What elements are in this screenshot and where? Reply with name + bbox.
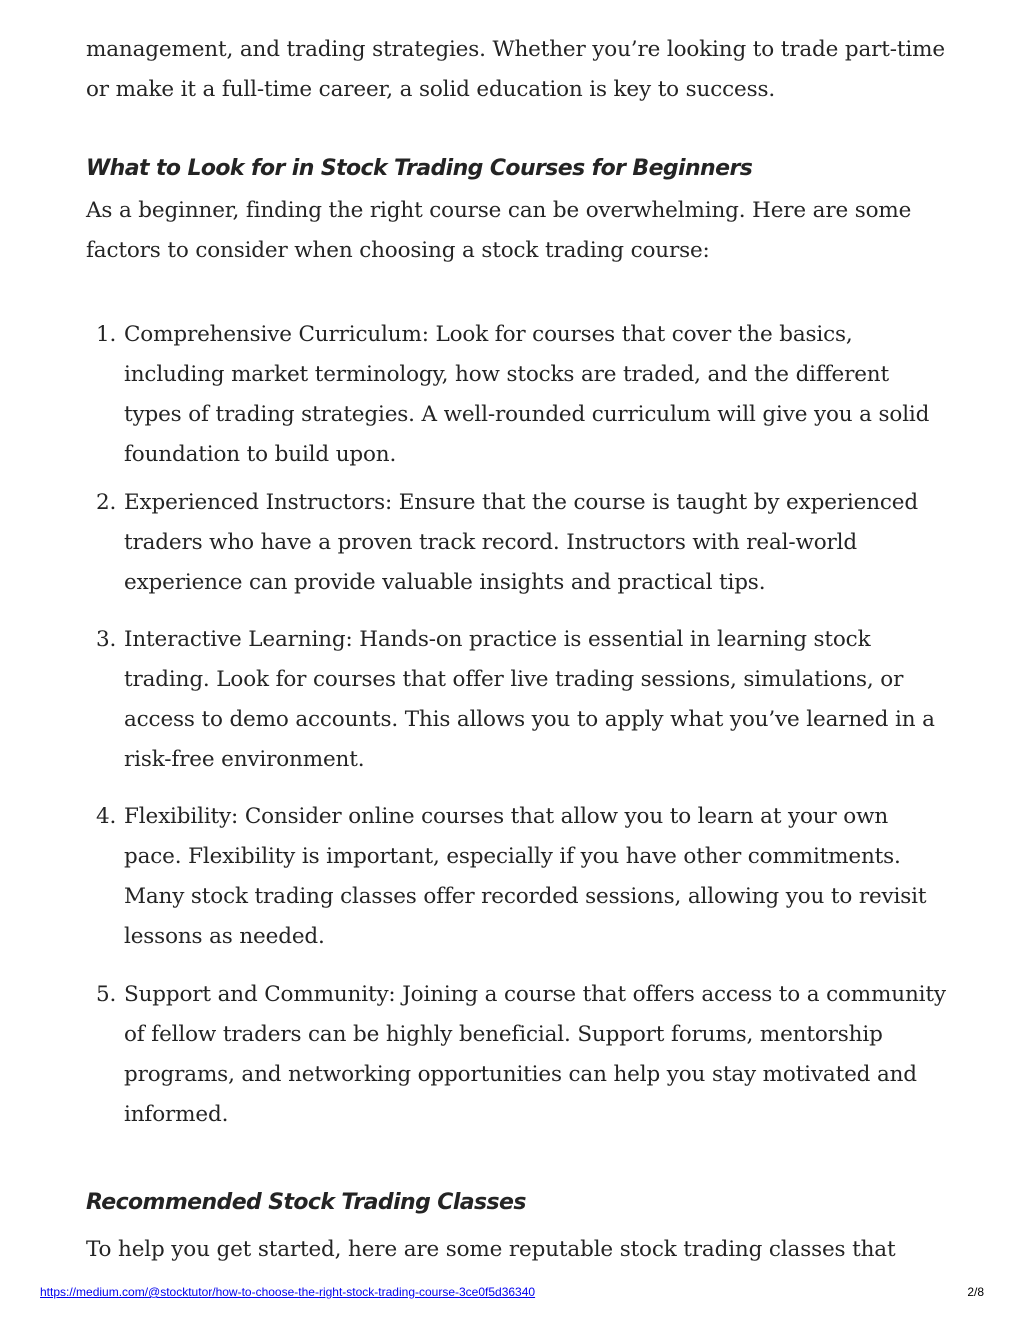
list-item <box>86 483 946 603</box>
page-number: 2/8 <box>967 1285 984 1299</box>
list-item <box>86 797 946 957</box>
section-heading-what-to-look-for: What to Look for in Stock Trading Courses for Beginners <box>86 156 753 181</box>
list-item-text: Interactive Learning: Hands-on practice is essential in learning stock trading. Look for courses that offer live trading sessions, simulations, or access to demo accounts. This allows you to apply what you’ve learned in a risk-free environment. <box>124 627 935 772</box>
list-item-text: Comprehensive Curriculum: Look for courses that cover the basics, including market terminology, how stocks are traded, and the different types of trading strategies. A well-rounded curriculum will give you a solid foundation to build upon. <box>124 322 930 467</box>
list-number: 3. <box>96 627 117 652</box>
intro-paragraph: management, and trading strategies. Whether you’re looking to trade part-time or make it a full-time career, a solid education is key to success. <box>86 37 945 102</box>
list-number: 2. <box>96 490 117 515</box>
section-heading-recommended-classes: Recommended Stock Trading Classes <box>86 1190 526 1215</box>
list-item-text: Flexibility: Consider online courses that allow you to learn at your own pace. Flexibility is important, especially if you have other commitments. Many stock trading classes offer recorded sessions, allowing you to revisit lessons as needed. <box>124 804 927 949</box>
list-number: 1. <box>96 322 117 347</box>
footer-source-link[interactable]: https://medium.com/@stocktutor/how-to-choose-the-right-stock-trading-course-3ce0f5d36340 <box>40 1285 536 1299</box>
list-item <box>86 620 946 780</box>
list-item <box>86 315 946 475</box>
list-number: 4. <box>96 804 117 829</box>
list-item <box>86 975 946 1135</box>
list-item-text: Experienced Instructors: Ensure that the course is taught by experienced traders who have a proven track record. Instructors with real-world experience can provide valuable insights and practical tips. <box>124 490 918 595</box>
list-item-text: Support and Community: Joining a course that offers access to a community of fellow traders can be highly beneficial. Support forums, mentorship programs, and networking opportunities can help you stay motivated and informed. <box>124 982 946 1127</box>
section-intro-paragraph: As a beginner, finding the right course can be overwhelming. Here are some factors to consider when choosing a stock trading course: <box>86 198 912 263</box>
list-number: 5. <box>96 982 117 1007</box>
section-intro-paragraph: To help you get started, here are some reputable stock trading classes that <box>86 1237 896 1262</box>
